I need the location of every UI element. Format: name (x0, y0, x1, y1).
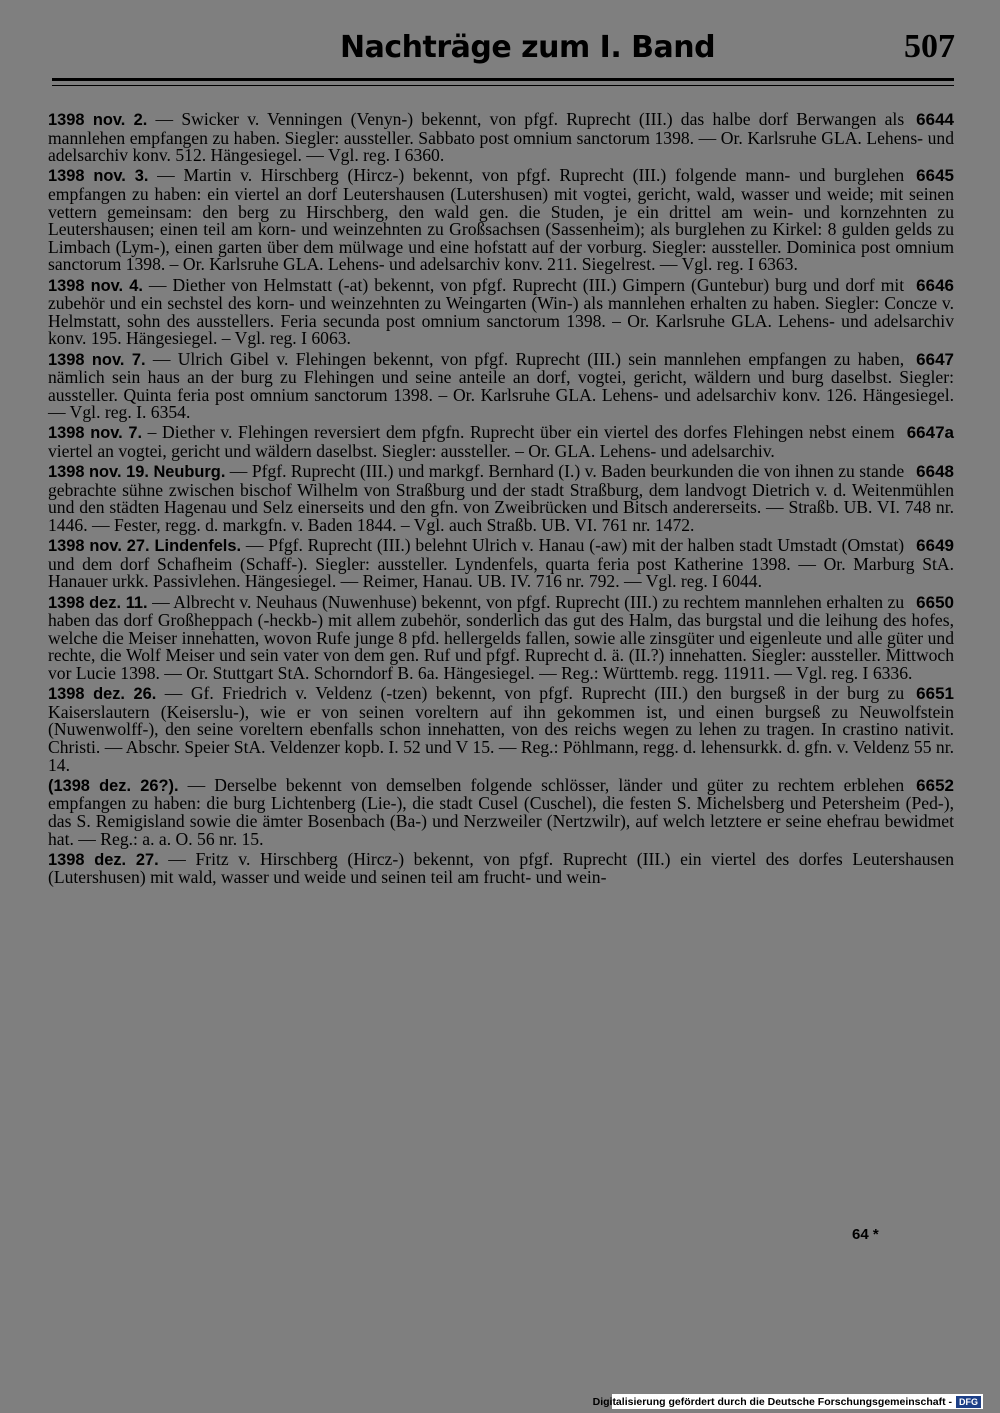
entry-number: 6648 (916, 462, 954, 482)
entry-date: 1398 nov. 19. Neuburg. (48, 463, 226, 482)
entry-text: — Albrecht v. Neuhaus (Nuwenhuse) bekennt, von pfgf. Ruprecht (III.) zu rechtem mannlehen erhalten zu haben das dorf Großheppach (-heckb-) mit allem zubehör, sonderlich das gut des Halm, das burgstal und die leihung des hofes, welche die Meiser innehatten, wovon Rufe junge 8 pfd. hellergelds fallen, sowie alle zinsgüter und eigenleute und alle güter und rechte, die Wolf Meiser und sein vater von dem gen. Ruf und pfgf. Ruprecht d. ä. (II.?) innehatten. Siegler: aussteller. Mittwoch vor Lucie 1398. — Or. Stuttgart StA. Schorndorf B. 6a. Hängesiegel. — Reg.: Württemb. regg. 11911. — Vgl. reg. I 6336. (48, 591, 954, 683)
entry-text: — Swicker v. Venningen (Venyn-) bekennt, von pfgf. Ruprecht (III.) das halbe dorf Berwangen als mannlehen empfangen zu haben. Siegler: aussteller. Sabbato post omnium sanctorum 1398. — Or. Karlsruhe GLA. Lehens- und adelsarchiv konv. 512. Hängesiegel. — Vgl. reg. I 6360. (48, 109, 954, 166)
dfg-logo-icon: DFG (956, 1396, 981, 1408)
page-number: 507 (904, 28, 955, 65)
entry-number: 6646 (916, 275, 954, 295)
entry-date: 1398 nov. 27. Lindenfels. (48, 537, 242, 556)
regest-entry (48, 348, 954, 423)
entry-date: (1398 dez. 26?). (48, 776, 179, 795)
entry-date: 1398 dez. 26. (48, 685, 157, 704)
entry-number: 6652 (916, 775, 954, 795)
regest-entry (48, 685, 954, 774)
regest-entry (48, 591, 954, 683)
entry-text: — Pfgf. Ruprecht (III.) und markgf. Bernhard (I.) v. Baden beurkunden die von ihnen zu stande gebrachte sühne zwischen bischof Wilhelm von Straßburg und der stadt Straßburg, dem landvogt Dietrich v. d. Weitenmühlen und den städten Hagenau und Selz einerseits und den gfn. von Zweibrücken und Bitsch andererseits. — Straßb. UB. VI. 748 nr. 1446. — Fester, regg. d. markgfn. v. Baden 1844. – Vgl. auch Straßb. UB. VI. 761 nr. 1472. (48, 461, 954, 536)
entry-text: — Derselbe bekennt von demselben folgende schlösser, länder und güter zu rechtem erblehen empfangen zu haben: die burg Lichtenberg (Lie-), die stadt Cusel (Cuschel), die festen S. Michelsberg und Petersheim (Ped-), das S. Remigisland sowie die ämter Bosenbach (Ba-) und Nerzweiler (Nertzwilr), auf welch letztere er seine ehefrau bewidmet hat. — Reg.: a. a. O. 56 nr. 15. (48, 774, 954, 849)
entry-number: 6645 (916, 166, 954, 186)
regest-entry (48, 774, 954, 849)
entry-date: 1398 dez. 27. (48, 850, 159, 869)
running-title: Nachträge zum I. Band (340, 30, 716, 65)
regest-entry (48, 424, 954, 460)
entry-date: 1398 nov. 4. (48, 276, 143, 295)
entry-date: 1398 nov. 7. (48, 350, 146, 369)
entry-number: 6647a (906, 423, 954, 443)
footer-credit: Digitalisierung gefördert durch die Deutsche Forschungsgemeinschaft - (592, 1395, 952, 1408)
regest-entry (48, 537, 954, 591)
entry-text: — Martin v. Hirschberg (Hircz-) bekennt, von pfgf. Ruprecht (III.) folgende mann- und burglehen empfangen zu haben: ein viertel an dorf Leutershausen (Lutershusen) mit vogtei, gericht, wald, wasser und weide; mit seinen vettern gemeinsam: den berg zu Hirschberg, den wald gen. die Studen, je ein drittel am wein- und kornzehnten zu Leutershausen; einen teil am korn- und weinzehnten zu Großsachsen (Sassenheim); als burglehen zu Kirkel: 8 gulden gelds zu Limbach (Lym-), einen garten über dem mülwage und eine hofstatt auf der vorburg. Siegler: aussteller. Dominica post omnium sanctorum 1398. – Or. Karlsruhe GLA. Lehens- und adelsarchiv konv. 211. Siegelrest. — Vgl. reg. I 6363. (48, 165, 954, 275)
entry-text: – Diether v. Flehingen reversiert dem pfgfn. Ruprecht über ein viertel des dorfes Flehingen nebst einem viertel an vogtei, gericht und wäldern daselbst. Siegler: aussteller. – Or. GLA. Lehens- und adelsarchiv. (48, 422, 895, 462)
entry-number: 6651 (916, 684, 954, 704)
header-rule-thin (52, 85, 954, 86)
entry-number: 6644 (916, 110, 954, 129)
entry-number: 6650 (916, 592, 954, 612)
entry-number: 6647 (916, 349, 954, 369)
page-header (60, 28, 955, 76)
entry-date: 1398 nov. 3. (48, 167, 149, 186)
regest-entry (48, 111, 954, 165)
entry-text: — Pfgf. Ruprecht (III.) belehnt Ulrich v. Hanau (-aw) mit der halben stadt Umstadt (Omstat) und dem dorf Schafheim (Schaff-). Siegler: aussteller. Lyndenfels, quarta feria post Katherine 1398. — Or. Marburg StA. Hanauer urkk. Passivlehen. Hängesiegel. — Reimer, Hanau. UB. IV. 716 nr. 792. — Vgl. reg. I 6044. (48, 535, 954, 592)
regest-entry (48, 463, 954, 534)
header-rule-thick (52, 78, 954, 81)
entry-date: 1398 nov. 2. (48, 111, 148, 129)
entry-text: — Fritz v. Hirschberg (Hircz-) bekennt, von pfgf. Ruprecht (III.) ein viertel des dorfes Leutershausen (Lutershusen) mit wald, wasser und weide und seinen teil am frucht- und wein- (48, 848, 954, 888)
entry-text: — Diether von Helmstatt (-at) bekennt, von pfgf. Ruprecht (III.) Gimpern (Guntebur) burg und dorf mit zubehör und ein sechstel des korn- und weinzehnten zu Weingarten (Win-) als mannlehen erhalten zu haben. Siegler: Concze v. Helmstatt, sohn des ausstellers. Feria secunda post omnium sanctorum 1398. – Or. Karlsruhe GLA. Lehens- und adelsarchiv konv. 195. Hängesiegel. – Vgl. reg. I 6063. (48, 274, 954, 349)
regest-entry (48, 274, 954, 349)
digitization-footer (592, 1394, 983, 1409)
signature-mark: 64 * (852, 1226, 879, 1243)
entry-date: 1398 nov. 7. (48, 424, 143, 443)
entry-number: 6649 (916, 536, 954, 556)
regesta-entries (48, 111, 954, 889)
entry-text: — Gf. Friedrich v. Veldenz (-tzen) bekennt, von pfgf. Ruprecht (III.) den burgseß in der burg zu Kaiserslautern (Keiserslu-), wie er von seinen voreltern auf ihn gekommen ist, und einen burgseß zu Neuwolfstein (Nuwenwolff-), den seine voreltern ebenfalls schon innehatten, von des reichs wegen zu lehen zu tragen. In crastino nativit. Christi. — Abschr. Speier StA. Veldenzer kopb. I. 52 und V 15. — Reg.: Pöhlmann, regg. d. lehensurkk. d. gfn. v. Veldenz 55 nr. 14. (48, 683, 954, 775)
entry-text: — Ulrich Gibel v. Flehingen bekennt, von pfgf. Ruprecht (III.) sein mannlehen empfangen zu haben, nämlich sein haus an der burg zu Flehingen und seine anteile an dorf, vogtei, gericht, wäldern und burg daselbst. Siegler: aussteller. Quinta feria post omnium sanctorum 1398. – Or. Karlsruhe GLA. Lehens- und adelsarchiv konv. 126. Hängesiegel. — Vgl. reg. I. 6354. (48, 348, 954, 423)
regest-entry (48, 167, 954, 274)
regest-entry (48, 848, 954, 888)
entry-date: 1398 dez. 11. (48, 593, 148, 612)
